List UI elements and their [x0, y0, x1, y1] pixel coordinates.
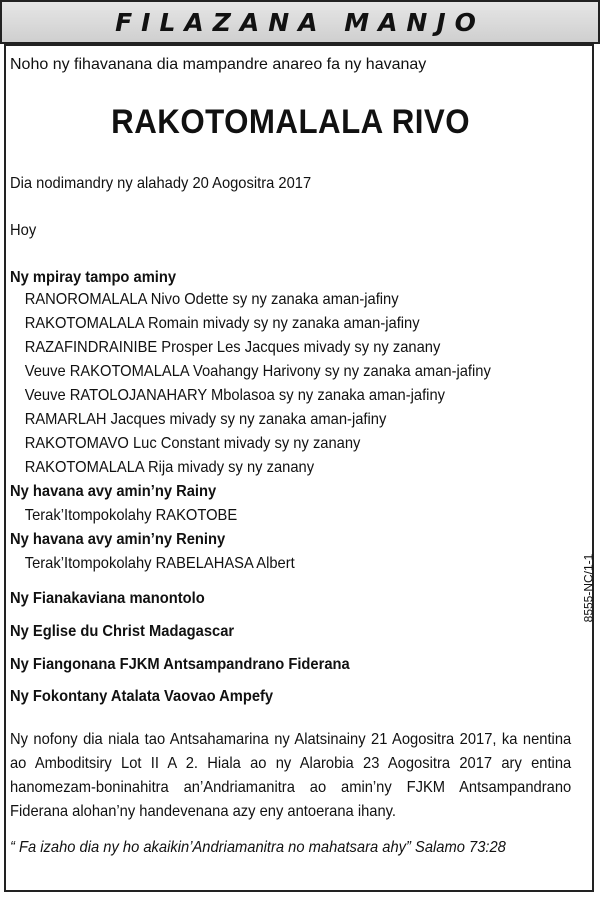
family-member: RAKOTOMALALA Rija mivady sy ny zanany	[24, 459, 315, 476]
family-member: RAMARLAH Jacques mivady sy ny zanaka aman-jafiny	[24, 411, 387, 428]
funeral-paragraph: Ny nofony dia niala tao Antsahamarina ny Alatsinainy 21 Aogositra 2017, ka nentina ao Amboditsiry Lot II A 2. Hiala ao ny Alarobia 23 Aogositra 2017 ary entina hanomezam-boninahitra an’Andriamanitra ao amin’ny FJKM Antsampandrano Fiderana alohan’ny handevenana azy eny antoerana ihany.	[10, 731, 572, 820]
family-heading: Ny mpiray tampo aminy	[10, 269, 177, 286]
group-item: Ny Fianakaviana manontolo	[10, 590, 205, 607]
group-item: Ny Fokontany Atalata Vaovao Ampefy	[10, 688, 274, 705]
intro-text: Noho ny fihavanana dia mampandre anareo fa ny havanay	[10, 56, 427, 73]
hoy-text: Hoy	[10, 222, 37, 239]
date-line: Dia nodimandry ny alahady 20 Aogositra 2017	[10, 175, 312, 192]
family-member: Veuve RATOLOJANAHARY Mbolasoa sy ny zanaka aman-jafiny	[24, 387, 445, 404]
family-member: RAZAFINDRAINIBE Prosper Les Jacques mivady sy ny zanany	[24, 339, 441, 356]
family-member: RANOROMALALA Nivo Odette sy ny zanaka aman-jafiny	[24, 291, 399, 308]
bible-quote: “ Fa izaho dia ny ho akaikin’Andriamanitra no mahatsara ahy” Salamo 73:28	[10, 839, 506, 856]
reniny-member: Terak’Itompokolahy RABELAHASA Albert	[24, 555, 295, 572]
header-title: FILAZANA MANJO	[0, 0, 600, 44]
family-member: Veuve RAKOTOMALALA Voahangy Harivony sy ny zanaka aman-jafiny	[24, 363, 491, 380]
reniny-heading: Ny havana avy amin’ny Reniny	[10, 531, 226, 548]
group-item: Ny Eglise du Christ Madagascar	[10, 623, 235, 640]
deceased-name: RAKOTOMALALA RIVO	[111, 103, 471, 141]
rainy-heading: Ny havana avy amin’ny Rainy	[10, 483, 217, 500]
family-section	[10, 268, 580, 576]
family-list	[10, 288, 580, 480]
family-member: RAKOTOMALALA Romain mivady sy ny zanaka aman-jafiny	[24, 315, 420, 332]
rainy-member: Terak’Itompokolahy RAKOTOBE	[24, 507, 238, 524]
reference-code: 8555-NC/1-1	[581, 553, 596, 623]
family-member: RAKOTOMAVO Luc Constant mivady sy ny zanany	[24, 435, 361, 452]
group-item: Ny Fiangonana FJKM Antsampandrano Fiderana	[10, 656, 350, 673]
